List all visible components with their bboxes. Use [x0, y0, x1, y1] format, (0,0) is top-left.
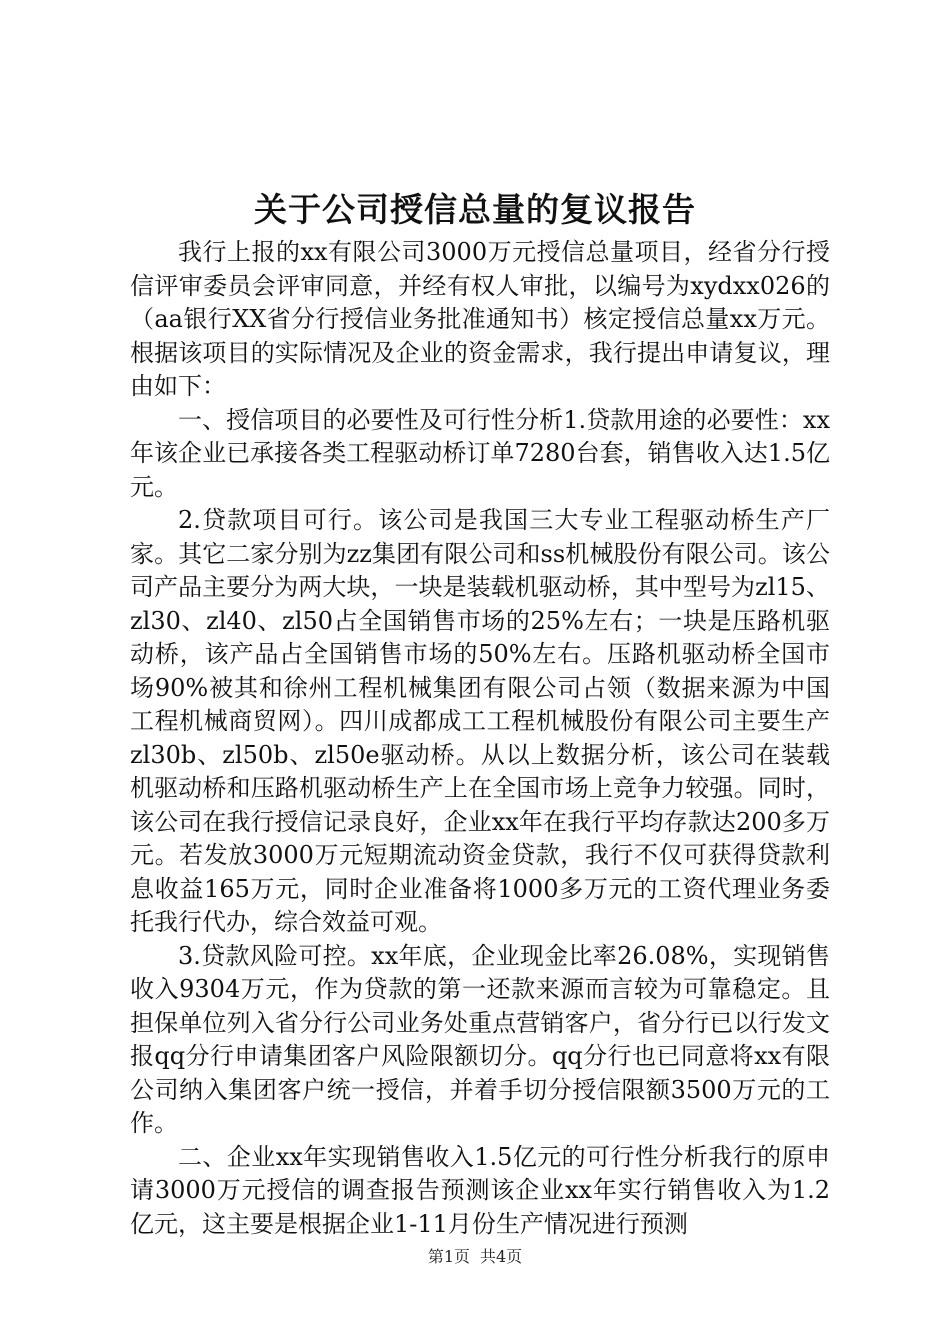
paragraph-section-2: 二、企业xx年实现销售收入1.5亿元的可行性分析我行的原申请3000万元授信的调查报告预测该企业xx年实行销售收入为1.2亿元，这主要是根据企业1-11月份生产情况进行预测: [130, 1142, 830, 1238]
page-number: 第1页: [427, 1247, 470, 1266]
document-body: [130, 236, 830, 1241]
paragraph-risk: 3.贷款风险可控。xx年底，企业现金比率26.08%，实现销售收入9304万元，作为贷款的第一还款来源而言较为可靠稳定。且担保单位列入省分行公司业务处重点营销客户，省分行已以行发文报qq分行申请集团客户风险限额切分。qq分行也已同意将xx有限公司纳入集团客户统一授信，并着手切分授信限额3500万元的工作。: [130, 941, 830, 1137]
paragraph-section-1: 一、授信项目的必要性及可行性分析1.贷款用途的必要性：xx年该企业已承接各类工程驱动桥订单7280台套，销售收入达1.5亿元。: [130, 405, 830, 501]
paragraph-feasibility: 2.贷款项目可行。该公司是我国三大专业工程驱动桥生产厂家。其它二家分别为zz集团有限公司和ss机械股份有限公司。该公司产品主要分为两大块，一块是装载机驱动桥，其中型号为zl15、zl30、zl40、zl50占全国销售市场的25%左右；一块是压路机驱动桥，该产品占全国销售市场的50%左右。压路机驱动桥全国市场90%被其和徐州工程机械集团有限公司占领（数据来源为中国工程机械商贸网）。四川成都成工工程机械股份有限公司主要生产zl30b、zl50b、zl50e驱动桥。从以上数据分析，该公司在装载机驱动桥和压路机驱动桥生产上在全国市场上竞争力较强。同时，该公司在我行授信记录良好，企业xx年在我行平均存款达200多万元。若发放3000万元短期流动资金贷款，我行不仅可获得贷款利息收益165万元，同时企业准备将1000多万元的工资代理业务委托我行代办，综合效益可观。: [130, 506, 830, 936]
page-footer: [0, 1244, 950, 1267]
page-total: 共4页: [480, 1247, 523, 1266]
document-title: 关于公司授信总量的复议报告: [254, 190, 696, 229]
paragraph-intro: 我行上报的xx有限公司3000万元授信总量项目，经省分行授信评审委员会评审同意，并经有权人审批，以编号为xydxx026的（aa银行XX省分行授信业务批准通知书）核定授信总量xx万元。根据该项目的实际情况及企业的资金需求，我行提出申请复议，理由如下：: [130, 238, 830, 400]
